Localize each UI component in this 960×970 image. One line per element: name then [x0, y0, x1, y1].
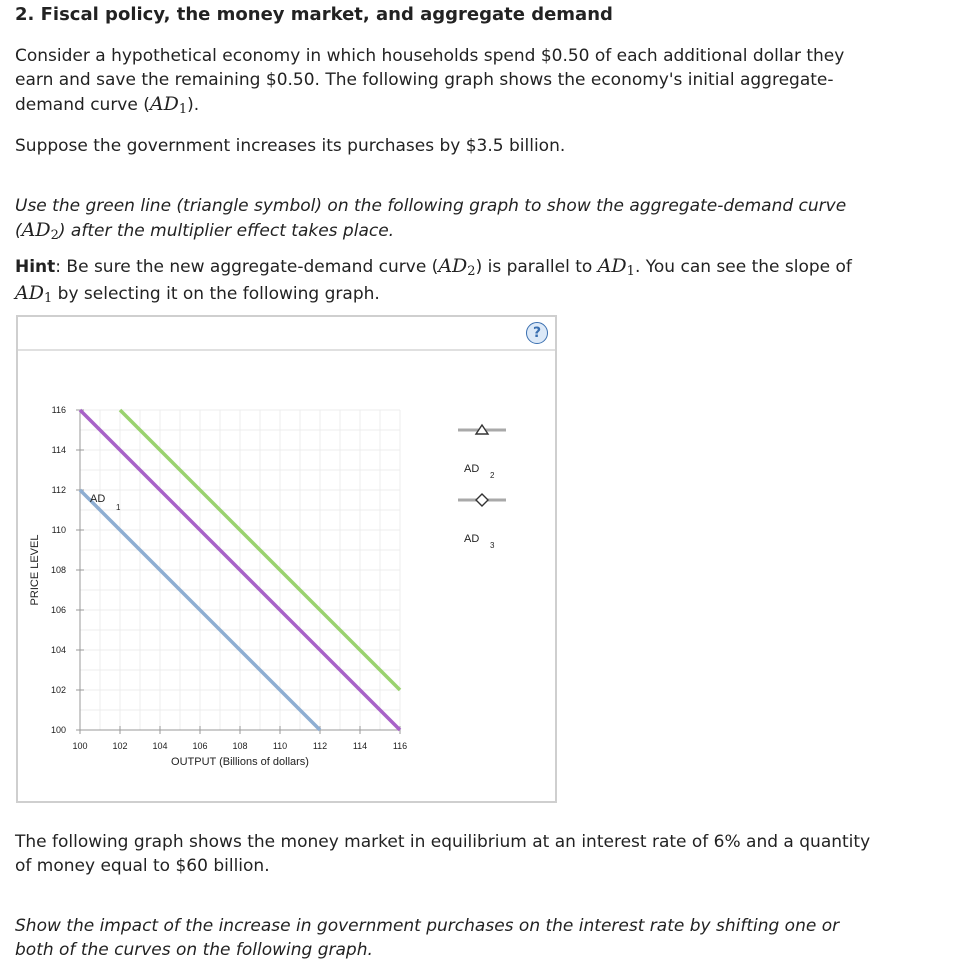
hint-label: Hint — [15, 257, 56, 277]
suppose-text: Suppose the government increases its purchases by $3.5 billion. — [15, 136, 566, 156]
hint-ad1-math-2: AD — [15, 282, 44, 304]
diamond-marker-icon — [476, 494, 488, 506]
hint-ad2-math: AD — [438, 255, 468, 277]
instruction-line-2-end: ) after the multiplier effect takes place. — [58, 221, 395, 241]
hint-paragraph — [15, 254, 852, 308]
ad1-subscript: 1 — [178, 102, 188, 117]
money-market-line-1: The following graph shows the money market in equilibrium at an interest rate of 6% and a quantity — [15, 832, 871, 852]
money-market-paragraph — [15, 830, 870, 878]
x-tick-label: 108 — [232, 741, 248, 751]
y-tick-label: 104 — [50, 645, 66, 655]
curve-label-ad1-subscript: 1 — [116, 503, 121, 512]
instruction-paragraph — [15, 194, 846, 245]
legend-label: AD — [464, 463, 480, 475]
ad-chart — [18, 351, 555, 801]
question-title: 2. Fiscal policy, the money market, and aggregate demand — [15, 4, 613, 25]
y-tick-label: 114 — [51, 445, 66, 455]
y-tick-label: 100 — [50, 725, 66, 735]
hint-ad2-subscript: 2 — [467, 264, 476, 279]
hint-text-1: : Be sure the new aggregate-demand curve ( — [55, 257, 439, 277]
hint-text-3: . You can see the slope of — [634, 257, 852, 277]
ad1-math: AD — [149, 93, 179, 115]
intro-line-2: earn and save the remaining $0.50. The following graph shows the economy's initial aggregate- — [15, 70, 834, 90]
help-icon[interactable]: ? — [526, 322, 548, 344]
graph-toolbar — [18, 317, 555, 351]
legend-label: AD — [464, 533, 480, 545]
legend-label-subscript: 2 — [490, 471, 495, 480]
intro-paragraph — [15, 44, 844, 119]
y-tick-label: 106 — [50, 605, 66, 615]
intro-line-3-end: ). — [187, 95, 200, 115]
instruction-line-1: Use the green line (triangle symbol) on the following graph to show the aggregate-demand curve — [15, 196, 847, 216]
impact-line-1: Show the impact of the increase in government purchases on the interest rate by shifting one or — [15, 916, 840, 936]
money-market-line-2: of money equal to $60 billion. — [15, 856, 270, 876]
hint-ad1-subscript: 1 — [626, 264, 635, 279]
y-tick-label: 110 — [51, 525, 66, 535]
y-tick-label: 112 — [51, 485, 66, 495]
y-axis-title: PRICE LEVEL — [29, 534, 41, 606]
x-tick-label: 102 — [112, 741, 128, 751]
x-tick-label: 104 — [152, 741, 168, 751]
curve-label-ad1: AD — [90, 493, 106, 505]
hint-ad1-subscript-2: 1 — [43, 291, 53, 306]
x-tick-label: 112 — [312, 741, 328, 751]
y-tick-label: 116 — [51, 405, 66, 415]
intro-line-3: demand curve ( — [15, 95, 150, 115]
x-tick-label: 100 — [72, 741, 88, 751]
ad-graph-panel — [16, 315, 557, 803]
y-tick-label: 108 — [50, 565, 66, 575]
legend-label-subscript: 3 — [490, 541, 495, 550]
x-tick-label: 110 — [272, 741, 288, 751]
y-tick-label: 102 — [50, 685, 66, 695]
instruction-line-2-start: ( — [15, 221, 22, 241]
impact-line-2: both of the curves on the following graph. — [15, 940, 373, 960]
x-tick-label: 116 — [392, 741, 408, 751]
impact-instruction — [15, 914, 839, 962]
ad2-subscript: 2 — [50, 228, 59, 243]
x-tick-label: 106 — [192, 741, 208, 751]
hint-ad1-math: AD — [597, 255, 627, 277]
hint-text-4: by selecting it on the following graph. — [52, 284, 380, 304]
intro-line-1: Consider a hypothetical economy in which households spend $0.50 of each additional dollar they — [15, 46, 845, 66]
x-tick-label: 114 — [352, 741, 368, 751]
hint-text-2: ) is parallel to — [475, 257, 598, 277]
ad2-math: AD — [21, 219, 51, 241]
x-axis-title: OUTPUT (Billions of dollars) — [171, 756, 309, 768]
